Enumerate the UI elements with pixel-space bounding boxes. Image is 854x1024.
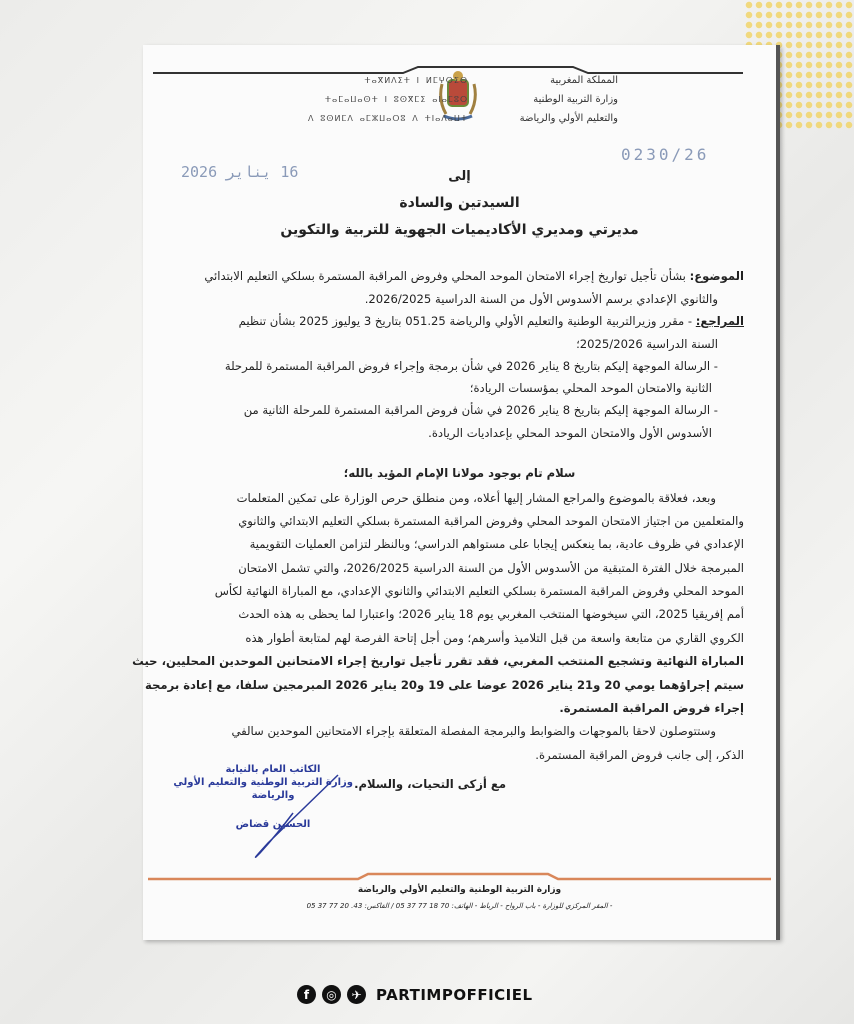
salutation: سلام تام بوجود مولانا الإمام المؤيد بالله؛: [343, 466, 576, 480]
signature-title: وزارة التربية الوطنية والتعليم الأولي: [173, 777, 353, 788]
closing-line: وستتوصلون لاحقا بالموجهات والضوابط والبرمجة المفصلة المتعلقة بإجراء الامتحانين الموحدين سالفي: [231, 724, 716, 738]
body-line: الكروي القاري من متابعة واسعة من قبل التلاميذ وأسرهم؛ ومن أجل إتاحة الفرصة لهم لمتابعة أطوار هذه: [245, 631, 744, 645]
body-line: المباراة النهائية وتشجيع المنتخب المغربي، فقد تقرر تأجيل تواريخ إجراء الامتحانين الموحدين المحليين، حيث: [132, 654, 744, 668]
instagram-icon[interactable]: ◎: [322, 985, 341, 1004]
twitter-icon[interactable]: ✈: [347, 985, 366, 1004]
subject-text: بشأن تأجيل تواريخ إجراء الامتحان الموحد المحلي وفروض المراقبة المستمرة بسلكي التعليم الابتدائي: [204, 269, 686, 283]
footer-address: - المقر المركزي للوزارة - باب الرواح - الرباط - الهاتف: 70 18 77 37 05 / الفاكس: 43. 20 77 37 05: [306, 902, 613, 910]
signoff: مع أزكى التحيات، والسلام.: [354, 777, 506, 791]
footer-rule: [143, 871, 776, 883]
ministry-header: [520, 71, 618, 128]
reference-line: السنة الدراسية 2025/2026؛: [576, 337, 718, 351]
header-line: المملكة المغربية: [550, 75, 618, 86]
reference-line: الثانية والامتحان الموحد المحلي بمؤسسات الريادة؛: [469, 381, 712, 395]
body-line: والمتعلمين من اجتياز الامتحان الموحد المحلي وفروض المراقبة المستمرة بسلكي التعليم الابتدائي والثانوي: [238, 514, 744, 528]
header-line: ⵜⴰⵎⴰⵡⴰⵙⵜ ⵏ ⵓⵙⴳⵎⵉ ⴰⵏⴰⵎⵓⵔ: [324, 95, 469, 104]
subject-label: الموضوع:: [689, 269, 744, 283]
footer-ministry: وزارة التربية الوطنية والتعليم الأولي والرياضة: [357, 885, 562, 895]
header-line: وزارة التربية الوطنية: [533, 94, 618, 105]
subject-line: [204, 269, 744, 283]
social-footer: [297, 985, 533, 1004]
reference-text: - مقرر وزيرالتربية الوطنية والتعليم الأولي والرياضة 051.25 بتاريخ 3 يوليوز 2025 بشأن تنظيم: [238, 314, 693, 328]
reference-line: الأسدوس الأول والامتحان الموحد المحلي بإعداديات الريادة.: [428, 426, 712, 440]
body-line: إجراء فروض المراقبة المستمرة.: [559, 701, 744, 715]
tifinagh-header: [308, 71, 468, 128]
signatory-name: الحسين قضاض: [235, 819, 311, 830]
recipient-to: إلى: [448, 169, 471, 184]
social-handle: PARTIMPOFFICIEL: [376, 985, 533, 1004]
body-line: المبرمجة خلال الفترة المتبقية من الأسدوس الأول من السنة الدراسية 2026/2025، والتي تشمل الامتحان: [238, 561, 744, 575]
body-line: أمم إفريقيا 2025، التي سيخوضها المنتخب المغربي يوم 18 يناير 2026؛ واعتبارا لما يحظى به هذه الحدث: [238, 607, 744, 621]
recipient-line1: السيدتين والسادة: [399, 195, 520, 211]
signature-title: والرياضة: [251, 790, 295, 801]
header-line: والتعليم الأولي والرياضة: [519, 113, 618, 124]
body-line: وبعد، فعلاقة بالموضوع والمراجع المشار إليها أعلاه، ومن منطلق حرص الوزارة على تمكين المتعلمات: [236, 491, 716, 505]
reference-line: - الرسالة الموجهة إليكم بتاريخ 8 يناير 2026 في شأن برمجة وإجراء فروض المراقبة المستمرة للمرحلة: [224, 359, 718, 373]
references-label: المراجع:: [695, 314, 744, 328]
header-line: ⴷ ⵓⵙⵍⵎⴷ ⴰⵎⵣⵡⴰⵔⵓ ⴷ ⵜⵏⴰⴷⴰⵡⵜ: [308, 114, 469, 123]
reference-line: - الرسالة الموجهة إليكم بتاريخ 8 يناير 2026 في شأن فروض المراقبة المستمرة للمرحلة الثانية من: [243, 403, 718, 417]
body-line: الإعدادي في ظروف عادية، بما ينعكس إيجابا على مستواهم الدراسي؛ وبالنظر لتزامن العمليات التقويمية: [249, 537, 744, 551]
closing-line: الذكر، إلى جانب فروض المراقبة المستمرة.: [535, 748, 744, 762]
recipient-line2: مديرتي ومديري الأكاديميات الجهوية للتربية والتكوين: [280, 222, 639, 238]
letter-page: [132, 45, 780, 940]
body-line: الموحد المحلي وفروض المراقبة المستمرة بسلكي التعليم الابتدائي والثانوي الإعدادي، مع المباراة النهائية لكأس: [214, 584, 744, 598]
date-stamp: 16 يناير 2026: [181, 163, 299, 181]
header-line: ⵜⴰⴳⵍⴷⵉⵜ ⵏ ⵍⵎⵖⵔⵉⴱ: [364, 76, 469, 85]
facebook-icon[interactable]: f: [297, 985, 316, 1004]
handwritten-signature: [238, 773, 348, 863]
body-line: سيتم إجراؤهما يومي 20 و21 يناير 2026 عوضا على 19 و20 يناير 2026 المبرمجين سلفا، مع إعادة برمجة: [145, 678, 744, 692]
subject-line: والثانوي الإعدادي برسم الأسدوس الأول من السنة الدراسية 2026/2025.: [364, 292, 718, 306]
signature-title: الكاتب العام بالنيابة: [225, 764, 321, 775]
reference-line: [239, 314, 744, 328]
reference-stamp: 0230/26: [621, 145, 710, 164]
